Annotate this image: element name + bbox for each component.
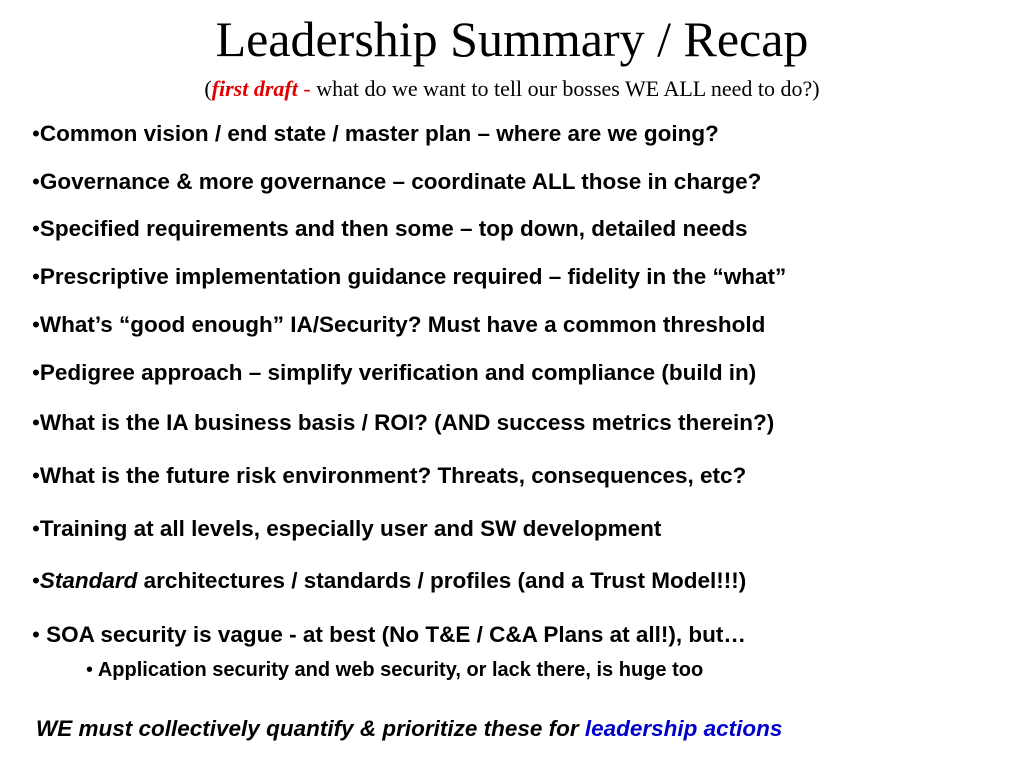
bullet-mark: •: [86, 659, 94, 681]
bullet-mark: •: [32, 264, 40, 289]
sub-bullet-application-security: [86, 658, 703, 682]
bullet-text: SOA security is vague - at best (No T&E / C&A Plans at all!), but…: [39, 622, 746, 647]
slide-footer: [36, 714, 782, 744]
bullet-text: Common vision / end state / master plan – where are we going?: [39, 121, 719, 146]
bullet-text: Prescriptive implementation guidance required – fidelity in the “what”: [39, 264, 787, 289]
subtitle-rest: what do we want to tell our bosses WE ALL need to do?): [316, 76, 820, 101]
bullet-text: What is the future risk environment? Threats, consequences, etc?: [39, 463, 747, 488]
bullet-pedigree: [32, 359, 756, 387]
bullet-mark: •: [32, 568, 40, 593]
bullet-text: Pedigree approach – simplify verification and compliance (build in): [39, 360, 757, 385]
bullet-mark: •: [32, 216, 40, 241]
bullet-implementation-guidance: [32, 263, 786, 291]
bullet-text: Governance & more governance – coordinate ALL those in charge?: [39, 169, 762, 194]
bullet-mark: •: [32, 312, 40, 337]
bullet-mark: •: [32, 169, 40, 194]
bullet-soa-security: [32, 621, 746, 649]
footer-text: WE must collectively quantify & prioritize these for: [36, 716, 585, 741]
bullet-text: Specified requirements and then some – top down, detailed needs: [39, 216, 748, 241]
bullet-emphasis-standard: Standard: [39, 568, 138, 593]
bullet-mark: •: [32, 121, 40, 146]
bullet-mark: •: [32, 360, 40, 385]
bullet-good-enough: [32, 311, 765, 339]
slide-subtitle: [0, 76, 1024, 102]
slide-title: Leadership Summary / Recap: [215, 11, 809, 67]
bullet-common-vision: [32, 120, 719, 148]
subtitle-open-paren: (: [204, 76, 212, 101]
bullet-mark: •: [32, 516, 40, 541]
bullet-text: architectures / standards / profiles (and a Trust Model!!!): [137, 568, 747, 593]
bullet-governance: [32, 168, 761, 196]
bullet-text: Application security and web security, or lack there, is huge too: [93, 659, 704, 681]
bullet-standard-architectures: [32, 567, 746, 595]
bullet-mark: •: [32, 410, 40, 435]
bullet-text: What is the IA business basis / ROI? (AND success metrics therein?): [39, 410, 775, 435]
bullet-business-basis: [32, 409, 774, 437]
bullet-mark: •: [32, 463, 40, 488]
bullet-text: What’s “good enough” IA/Security? Must have a common threshold: [39, 312, 766, 337]
bullet-text: Training at all levels, especially user and SW development: [39, 516, 662, 541]
footer-highlight: leadership actions: [584, 716, 783, 741]
bullet-mark: •: [32, 622, 40, 647]
bullet-training: [32, 515, 661, 543]
subtitle-first-draft: first draft: [211, 76, 298, 101]
bullet-requirements: [32, 215, 748, 243]
subtitle-dash: -: [297, 76, 317, 101]
bullet-risk-environment: [32, 462, 746, 490]
